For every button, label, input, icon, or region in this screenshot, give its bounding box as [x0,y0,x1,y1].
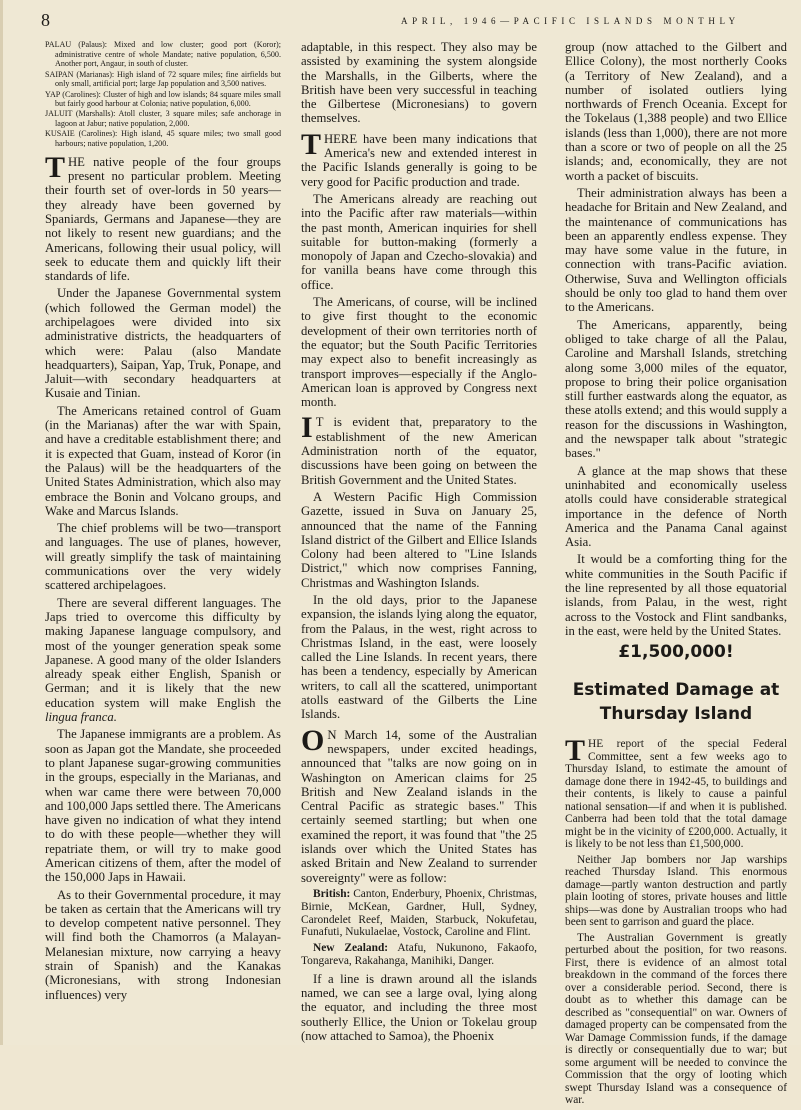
headline-title: Estimated Damage at Thursday Island [572,680,780,725]
paragraph: If a line is drawn around all the islands named, we can see a large oval, lying along the equator, and including the three most southerly Ellice, the Union or Tokelau group (now attached to Samoa), the Phoenix [301,971,537,1043]
paragraph: Their administration always has been a headache for Britain and New Zealand, and the maintenance of communications has been an apparently endless expense. They may have some value in the future, in connection with trans-Pacific aviation. Otherwise, Suva and Wellington officials should be only too glad to hand them over to the Americans. [565,185,787,315]
paragraph: THE native people of the four groups present no particular problem. Meeting their fourth set of over-lords in 50 years—they already have been governed by Spaniards, Germans and Japanese—they are not likely to resent new guardians; and the Americans, following their usual policy, will seek to educate them and quickly lift their standards of life. [45,150,281,284]
paragraph: The Americans retained control of Guam (in the Marianas) after the war with Spain, and have a creditable establishment there; and it is expected that Guam, instead of Koror (in the Palaus) will be the headquarters of the United States Administration, which also may embrace the Bonin and Volcano groups, and Wake and Marcus Islands. [45,403,281,518]
note-palau: PALAU (Palaus): Mixed and low cluster; good port (Koror); administrative centre of whole Mandate; native population, 6,500. Another port, Angaur, in south of cluster. [45,40,281,69]
paragraph: Under the Japanese Governmental system (which followed the German model) the archipelagoes were divided into six administrative districts, the headquarters of which were: Palau (also Mandate headquarters), Saipan, Yap, Truk, Ponape, and Jaluit—with secondary headquarters at Kusaie and Tinian. [45,286,281,401]
paragraph: As to their Governmental procedure, it may be taken as certain that the Americans will try to develop competent native personnel. They will find both the Chamorros (a Malayan-Melanesian mixture, now carrying a heavy strain of Spanish) and the Kanakas (Micronesians, with strong Indonesian influences) very [45,887,281,1002]
drop-cap: O [301,723,325,757]
page-number: 8 [41,10,50,30]
note-jaluit: JALUIT (Marshalls): Atoll cluster, 3 square miles; safe anchorage in lagoon at Jabur; native population, 2,000. [45,109,281,129]
column-3 [565,40,787,1110]
paragraph: A glance at the map shows that these uninhabited and economically useless atolls could have considerable strategical importance in the defence of North America and the Panama Canal against Asia. [565,463,787,550]
running-header: APRIL, 1946—PACIFIC ISLANDS MONTHLY [401,16,740,26]
island-list [301,888,537,968]
paragraph: THERE have been many indications that America's new and extended interest in the Pacific Islands generally is going to be very good for Pacific production and trade. [301,127,537,189]
drop-cap: T [45,150,66,184]
column-2 [301,40,537,1046]
new-zealand-islands: New Zealand: Atafu, Nukunono, Fakaofo, Tongareva, Rakahanga, Manihiki, Danger. [301,942,538,967]
paragraph: Neither Jap bombers nor Jap warships reached Thursday Island. This enormous damage—partly wanton destruction and partly plain looting of stores, private houses and little ships—was done by Australian troops who had been sent to garrison and guard the place. [565,853,787,929]
note-kusaie: KUSAIE (Carolines): High island, 45 square miles; two small good harbours; native population, 1,200. [45,129,281,149]
paragraph: The Americans, of course, will be inclined to give first thought to the economic development of their own territories north of the equator; but the South Pacific Territories may expect also to benefit increasingly as transport improves—especially if the Anglo-American loan is approved by Congress next month. [301,295,537,410]
column-1 [45,40,281,1005]
paragraph: There are several different languages. The Japs tried to overcome this difficulty by making Japanese language compulsory, and most of the younger generation speak some Japanese. A good many of the older Islanders already speak either English, Spanish or German; and it is likely that the new education system will make English the lingua franca. [45,595,281,725]
paragraph: The Japanese immigrants are a problem. As soon as Japan got the Mandate, she proceeded to plant Japanese sugar-growing communities in the groups, especially in the Marianas, and when war came there were between 70,000 and 100,000 Japs settled there. The Americans have given no indication of what they intend to do with these people—whether they will repatriate them, or will try to make good American citizens of them, after the model of the 150,000 Japs in Hawaii. [45,727,281,885]
paragraph: The Americans, apparently, being obliged to take charge of all the Palau, Caroline and Marshall Islands, stretching along some 3,000 miles of the equator, propose to bring their police organisation still further eastwards along the equator, as these atolls extend; and this would supply a reason for the discussions in Washington, and the newspaper talk about "strategic bases." [565,317,787,461]
paragraph: The chief problems will be two—transport and languages. The use of planes, however, will greatly simplify the task of maintaining communications over the very widely scattered archipelagoes. [45,521,281,593]
paragraph: THE report of the special Federal Committee, sent a few weeks ago to Thursday Island, to estimate the amount of damage done there in 1942-45, to buildings and their contents, is likely to cause a painful national sensation—if and when it is published. Canberra had been told that the total damage might be in the vicinity of £200,000. Actually, it is likely to be not less than £1,500,000. [565,734,787,851]
note-saipan: SAIPAN (Marianas): High island of 72 square miles; fine airfields but only small, artificial port; large Jap population and 3,500 natives. [45,69,281,89]
drop-cap: I [301,411,313,445]
island-notes [45,40,281,149]
paragraph: It would be a comforting thing for the white communities in the South Pacific if the line represented by all those equatorial islands, from Palau, in the west, right across to the Vostock and Flint sandbanks, in the east, were held by the United States. [565,552,787,638]
paragraph: The Australian Government is greatly perturbed about the position, for two reasons. First, there is evidence of an almost total breakdown in the command of the forces there over a considerable period. Second, there is doubt as to whether this damage can be described as "consequential" on war. Owners of damaged property can be compensated from the War Damage Commission funds, if the damage is directly or consequentially due to war; but some argument will be needed to convince the Commission that the orgy of looting which swept Thursday Island was a consequence of war. [565,931,787,1107]
british-islands: British: Canton, Enderbury, Phoenix, Christmas, Birnie, McKean, Gardner, Hull, Sydney, Carondelet Reef, Maiden, Starbuck, Nokufetau, Funafuti, Nukulaelae, Vostock, Caroline and Flint. [301,887,537,939]
paragraph: I T is evident that, preparatory to the establishment of the new American Administration north of the equator, discussions have been going on between the British Government and the United States. [301,411,537,487]
drop-cap: T [565,734,586,768]
drop-cap: T [301,127,322,161]
paragraph: A Western Pacific High Commission Gazette, issued in Suva on January 25, announced that the name of the Fanning Island district of the Gilbert and Ellice Islands Colony had been altered to "Line Islands District," which now comprises Fanning, Christmas and Washington Islands. [301,489,537,590]
paragraph: The Americans already are reaching out into the Pacific after raw materials—within the past month, American inquiries for shell suitable for button-making (formerly a monopoly of Japan and Czecho-slovakia) and for vanilla beans have come through this office. [301,191,537,292]
damage-article [565,734,787,1107]
headline-amount: £1,500,000! [618,642,734,663]
paragraph: group (now attached to the Gilbert and Ellice Colony), the most northerly Cooks (a Territory of New Zealand), and a number of isolated outliers lying northwards of French Oceania. Except for the Tokelaus (1,388 people) and two Ellice islands (less than 1,000), there are not more than a score or two of people on all the 25 islands; and, economically, they are not worth a packet of biscuits. [565,40,787,183]
note-yap: YAP (Carolines): Cluster of high and low islands; 84 square miles small but fairly good harbour at Colonia; native population, 6,000. [45,89,281,109]
paragraph: O N March 14, some of the Australian newspapers, under excited headings, announced that "talks are now going on in Washington on American claims for 25 British and New Zealand islands in the Central Pacific as strategic bases." This certainly seemed startling; but when one examined the report, it was found that "the 25 islands over which the United States has asked Britain and New Zealand to surrender sovereignty" were as follow: [301,723,537,885]
paragraph: In the old days, prior to the Japanese expansion, the islands lying along the equator, from the Palaus, in the west, right across to Christmas Island, in the east, were loosely called the Line Islands. In recent years, there has been a tendency, especially by American writers, to call all the scattered, unimportant atolls eastward of the Gilberts the Line Islands. [301,592,537,722]
paragraph: adaptable, in this respect. They also may be assisted by examining the system alongside the Marshalls, in the Gilberts, where the British have been very successful in teaching the Gilbertese (Micronesians) to govern themselves. [301,40,537,126]
